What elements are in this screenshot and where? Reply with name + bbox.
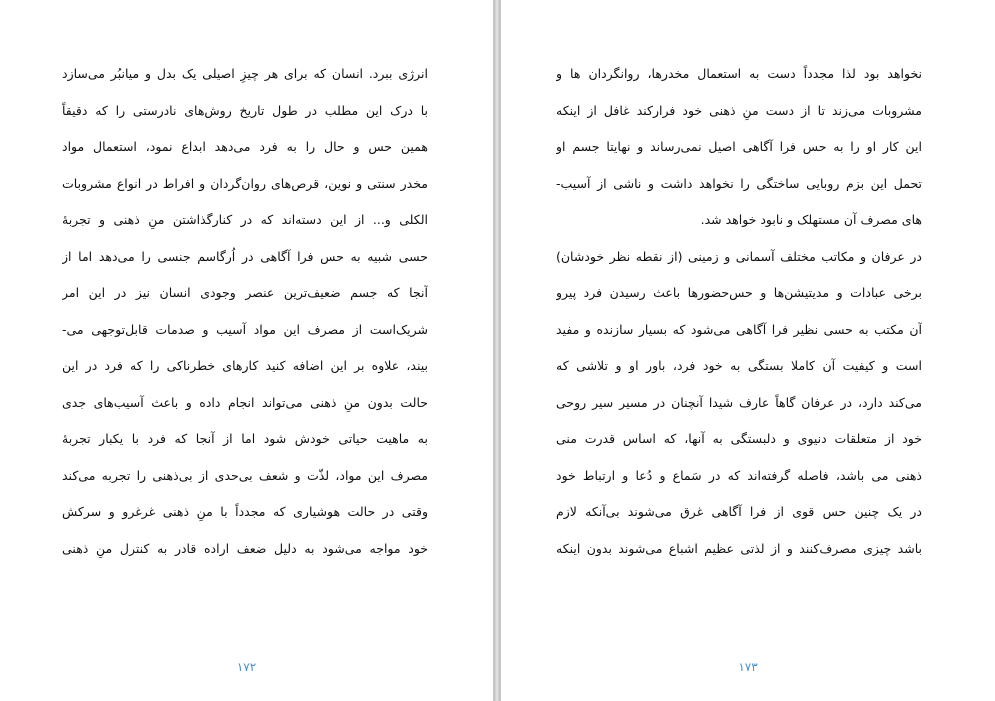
text-line: آنجا که جسم ضعیف‌ترین عنصر وجودی انسان نیز در این امر: [62, 285, 428, 300]
text-line: نخواهد بود لذا مجدداً دست به استعمال مخدرها، روانگردان ها و: [556, 66, 922, 81]
text-line: باشد چیزی مصرف‌کنند و از لذتی عظیم اشباع می‌شوند بدون اینکه: [556, 540, 922, 556]
text-line: حسی شبیه به حس فرا آگاهی در اُرگاسم جنسی را می‌دهد اما از: [62, 248, 428, 264]
text-line: است و کیفیت آن کاملا بستگی به خود فرد، باور او و تلاشی که: [556, 358, 922, 373]
text-line: مخدر سنتی و نوین، قرص‌های روان‌گردان و افراط در انواع مشروبات: [62, 175, 428, 191]
text-line: مصرف این مواد، لذّت و شعف بی‌حدی از بی‌ذهنی را تجربه می‌کند: [62, 467, 428, 483]
text-line: می‌کند دارد، در عرفان گاهاً عارف شیدا آنچنان در مسیر سیر روحی: [556, 394, 922, 410]
text-line: وقتی در حالت هوشیاری که مجدداً با منِ ذهنی غرغرو و سرکش: [62, 504, 428, 519]
text-line: بیند، علاوه بر این اضافه کنید کارهای خطرناکی را که فرد در این: [62, 358, 428, 373]
text-line: همین حس و حال را به فرد می‌دهد ابداع نمود، استعمال مواد: [62, 139, 428, 154]
text-line: تحمل این بزم روبایی ساختگی را نخواهد داشت و ناشی از آسیب-: [556, 175, 922, 191]
text-line: در یک چنین حس قوی از فرا آگاهی غرق می‌شوند بی‌آنکه لازم: [556, 504, 922, 519]
page-number-left: ۱۷۲: [236, 660, 257, 674]
text-line: خود مواجه می‌شود به دلیل ضعف اراده قادر به کنترل منِ ذهنی: [62, 540, 428, 556]
text-line: با درک این مطلب در طول تاریخ روش‌های نادرستی را که دقیقاً: [62, 102, 428, 118]
left-page-text: [62, 56, 428, 567]
text-line: الکلی و... از این دسته‌اند که در کنارگذاشتن منِ ذهنی و تجربهٔ: [62, 212, 428, 227]
text-line: برخی عبادات و مدیتیشن‌ها و حس‌حضورها باعث رسیدن فرد پیرو: [556, 285, 922, 300]
text-line: ذهنی می باشد، فاصله گرفته‌اند که در سَماع و دُعا و ارتباط خود: [556, 467, 922, 483]
right-page-text: [556, 56, 922, 567]
text-line: شریک‌است از مصرف این مواد آسیب و صدمات قابل‌توجهی می-: [62, 321, 428, 337]
text-line: این کار او را به حس فرا آگاهی اصیل نمی‌رساند و نهایتا جسم او: [556, 139, 922, 154]
right-page: [500, 0, 995, 701]
text-line: آن مکتب به حسی نظیر فرا آگاهی می‌شود که بسیار سازنده و مفید: [556, 321, 922, 337]
text-line: در عرفان و مکاتب مختلف آسمانی و زمینی (از نقطه نظر خودشان): [556, 248, 922, 264]
text-line: حالت بدون منِ ذهنی می‌تواند انجام داده و باعث آسیب‌های جدی: [62, 394, 428, 410]
page-number-right: ۱۷۳: [738, 660, 758, 674]
left-page: [0, 0, 494, 701]
text-line: مشروبات می‌زند تا از دست منِ ذهنی خود فرارکند غافل از اینکه: [556, 102, 922, 118]
text-line: خود از متعلقات دنیوی و دلبستگی به آنها، که اساس قدرت منی: [556, 431, 922, 446]
text-line: به ماهیت حیاتی خودش شود اما از آنجا که فرد با یکبار تجربهٔ: [62, 431, 428, 446]
text-line: های مصرف آن مستهلک و نابود خواهد شد.: [700, 212, 922, 227]
text-line: انرژی ببرد. انسان که برای هر چیزِ اصیلی یک بدل و میانبُر می‌سازد: [62, 66, 428, 81]
